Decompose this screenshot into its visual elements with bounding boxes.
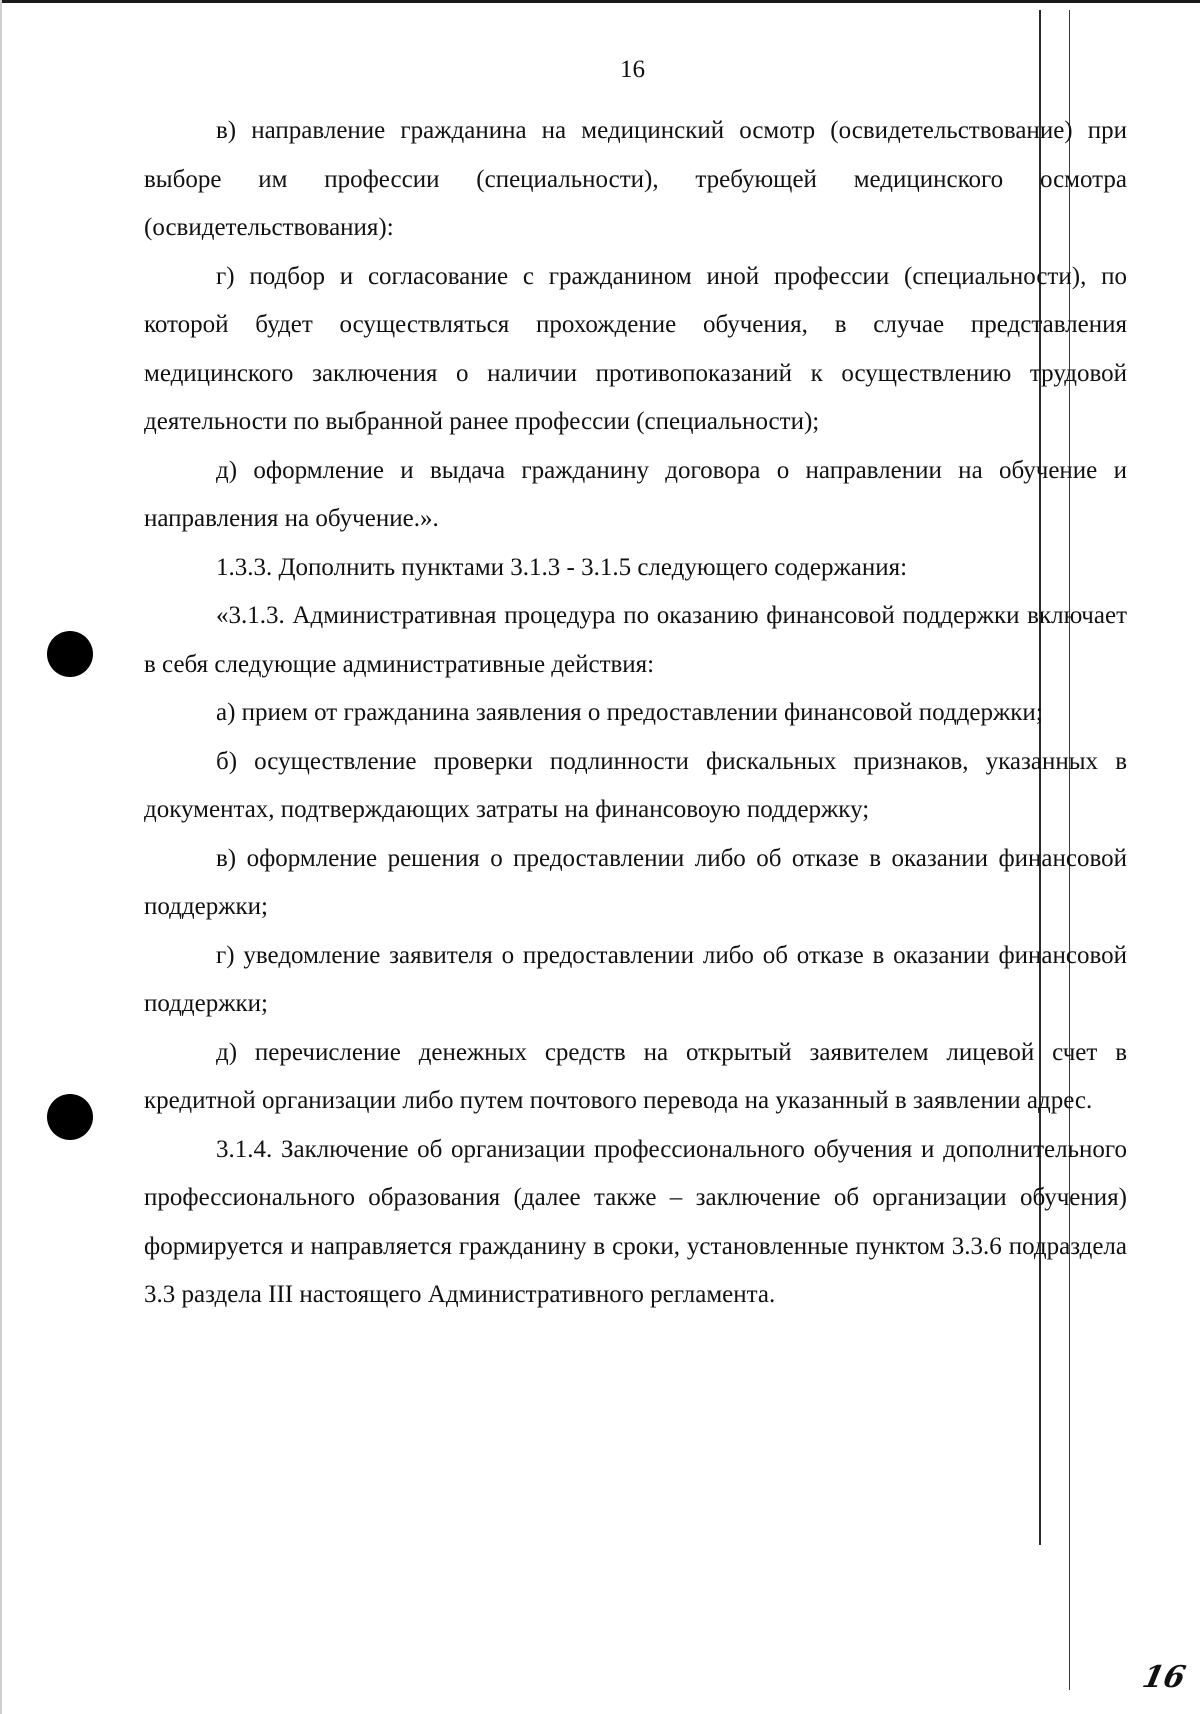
paragraph-action-b: б) осуществление проверки подлинности фискальных признаков, указанных в документах, подтверждающих затраты на финансовоую поддержку;	[144, 747, 1127, 823]
paragraph-item-v: в) направление гражданина на медицинский осмотр (освидетельствование) при выборе им профессии (специальности), требующей медицинского осмотра (освидетельствования):	[144, 117, 1127, 241]
paragraph-section-3-1-3: «3.1.3. Административная процедура по оказанию финансовой поддержки включает в себя следующие административные действия:	[144, 602, 1127, 678]
paragraph-action-g: г) уведомление заявителя о предоставлении либо об отказе в оказании финансовой поддержки;	[144, 941, 1127, 1017]
page-number: 16	[620, 56, 645, 83]
left-scan-edge	[0, 0, 2, 1714]
paragraph-amendment-1-3-3: 1.3.3. Дополнить пунктами 3.1.3 - 3.1.5 следующего содержания:	[216, 553, 908, 581]
top-scan-border	[0, 0, 1200, 3]
paragraph-item-d: д) оформление и выдача гражданину договора о направлении на обучение и направления на обучение.».	[144, 456, 1127, 532]
punch-hole-bottom	[47, 1094, 93, 1140]
paragraph-action-a: а) прием от гражданина заявления о предоставлении финансовой поддержки;	[216, 699, 1043, 726]
paragraph-action-d: д) перечисление денежных средств на открытый заявителем лицевой счет в кредитной организации либо путем почтового перевода на указанный в заявлении адрес.	[144, 1038, 1127, 1114]
paragraph-action-v: в) оформление решения о предоставлении либо об отказе в оказании финансовой поддержки;	[144, 844, 1127, 920]
handwritten-page-mark: 16	[1139, 1660, 1189, 1695]
document-body	[144, 107, 1127, 1320]
paragraph-item-g: г) подбор и согласование с гражданином иной профессии (специальности), по которой будет осуществляться прохождение обучения, в случае представления медицинского заключения о наличии противопоказаний к осуществлению трудовой деятельности по выбранной ранее профессии (специальности);	[144, 262, 1127, 435]
paragraph-section-3-1-4: 3.1.4. Заключение об организации профессионального обучения и дополнительного профессионального образования (далее также – заключение об организации обучения) формируется и направляется гражданину в сроки, установленные пунктом 3.3.6 подраздела 3.3 раздела III настоящего Административного регламента.	[144, 1135, 1127, 1308]
punch-hole-top	[47, 631, 93, 677]
